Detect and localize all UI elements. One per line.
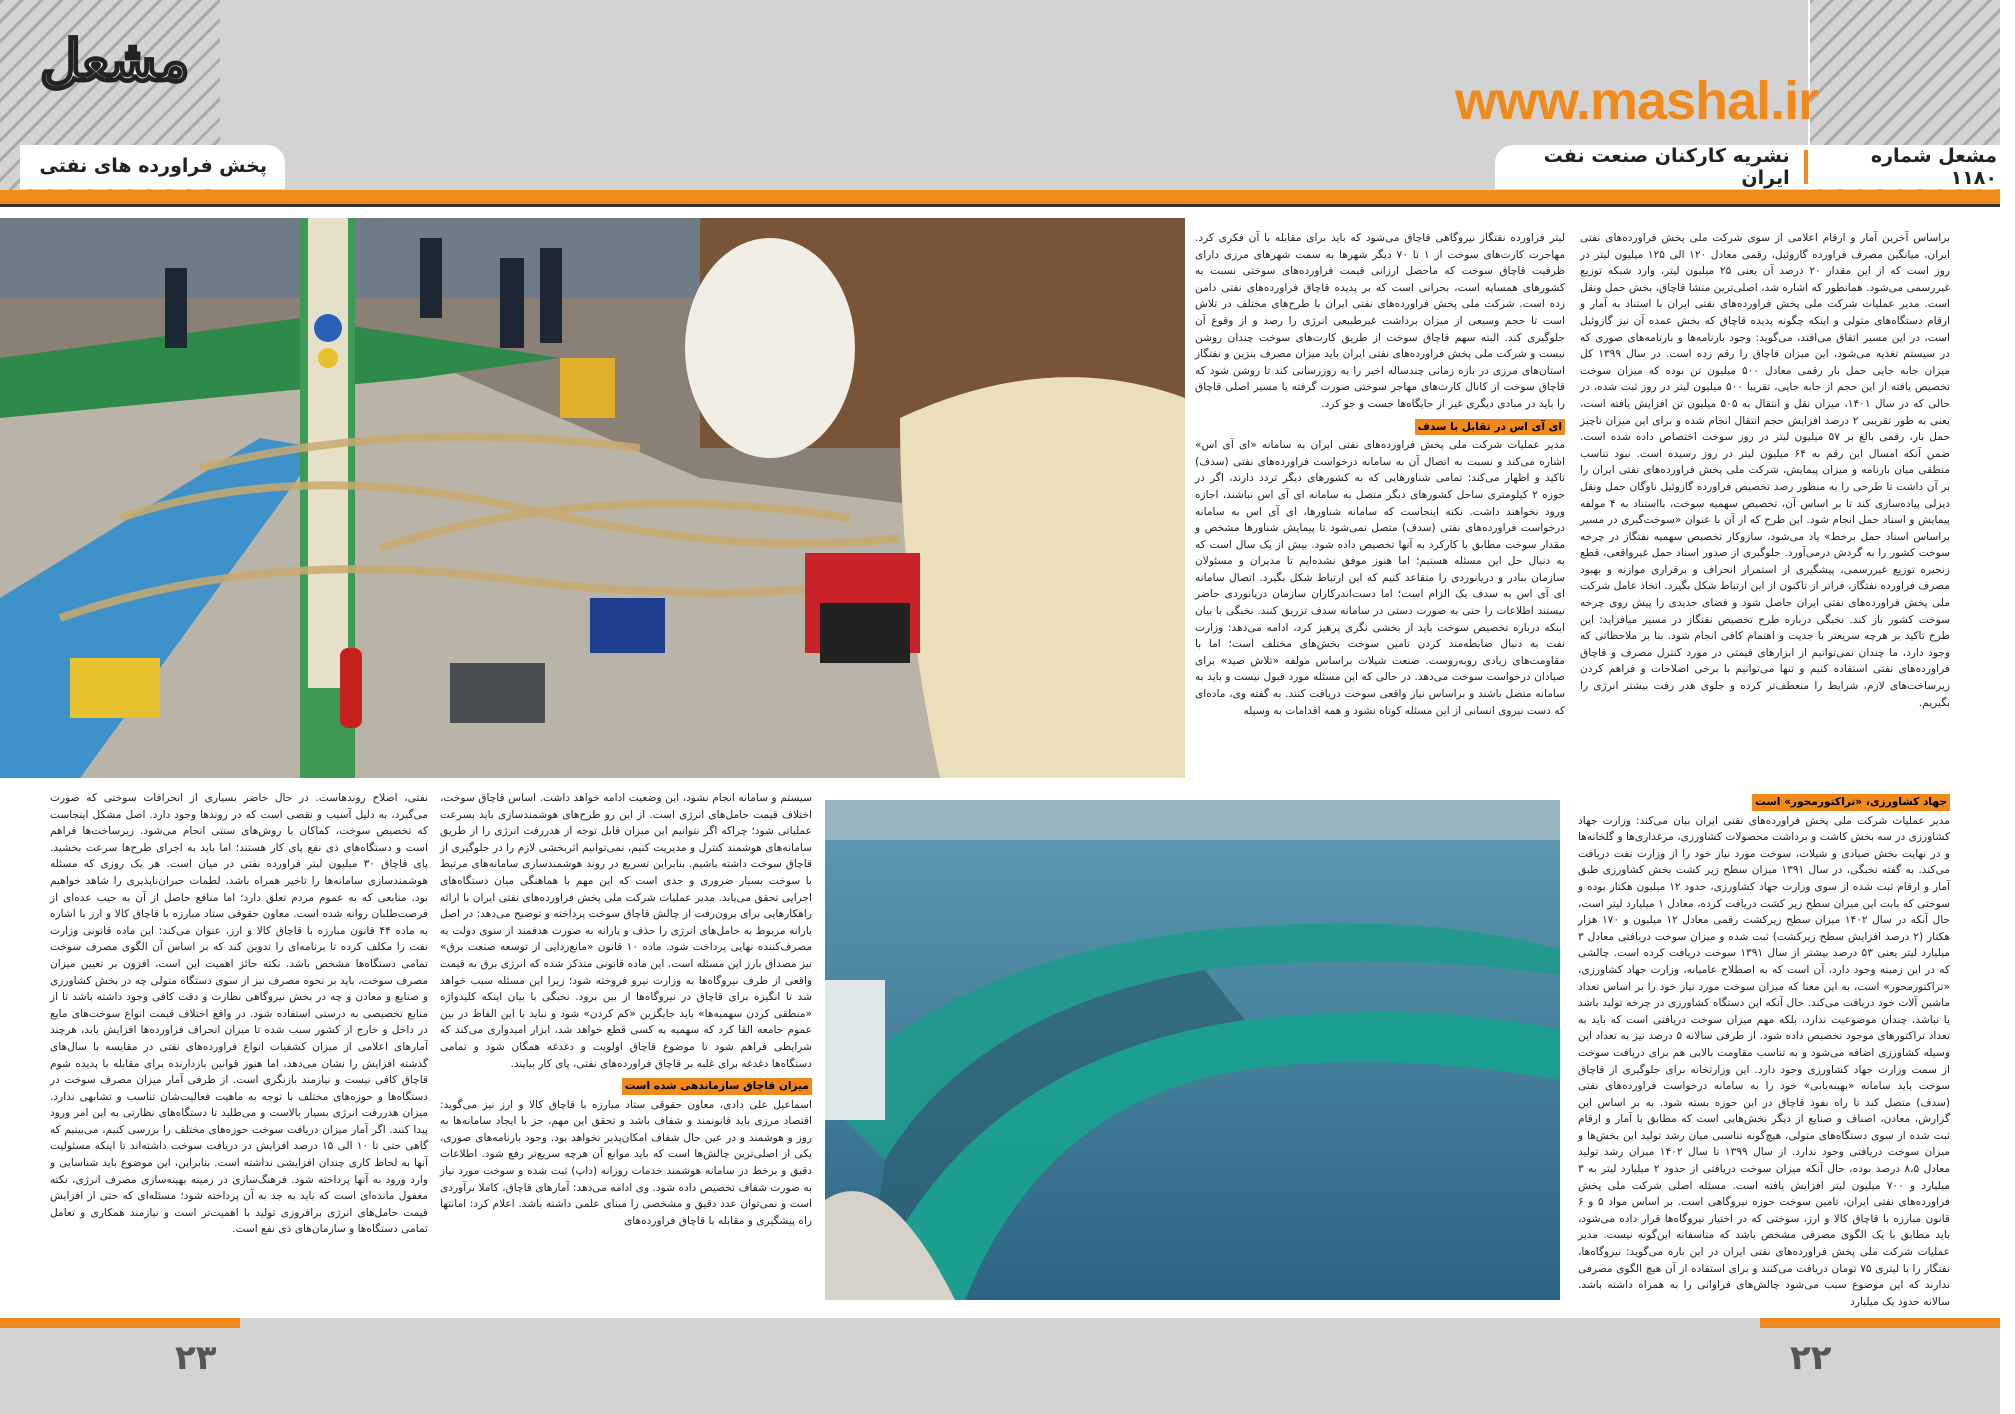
column-bottom-center [440, 790, 812, 1300]
issue-separator [1804, 150, 1808, 184]
section-title-tab [20, 145, 285, 189]
page-number-left: ۲۳ [175, 1338, 217, 1378]
paragraph-bottom-right: مدیر عملیات شرکت ملی پخش فراورده‌های نفتی ایران بیان می‌کند: وزارت جهاد کشاورزی در سه بخش کاشت و برداشت محصولات کشاورزی، مرغداری‌ها و گلخانه‌ها و در نهایت بخش صیادی و شیلات، سوخت مورد نیاز خود را از وزارت نفت دریافت می‌کند. به گفته نخبگی، در سال ۱۳۹۱ میزان سطح زیر کشت بخش کشاورزی طبق آمار و ارقام ثبت شده از سوی وزارت جهاد کشاورزی، حدود ۱۲ میلیون هکتار بوده و سوختی که بابت این میزان سطح زیر کشت دریافت کرده، معادل ۱ میلیارد لیتر است، حال آنکه در سال ۱۴۰۲ میزان سطح زیرکشت رقمی معادل ۱۲ میلیون و ۱۷۰ هزار هکتار (۲ درصد افزایش سطح زیرکشت) ثبت شده و میزان سوخت دریافتی معادل ۳ میلیارد لیتر یعنی ۵۳ درصد بیشتر از سال ۱۳۹۱ سوخت دریافت کرده است. چالشی که در این زمینه وجود دارد، آن است که به اصطلاح عامیانه، وزارت جهاد کشاورزی، «تراکتورمحور» است، به این معنا که میزان سوخت مورد نیاز خود را بر اساس تعداد ماشین آلات خود دریافت می‌کند. حال آنکه این دستگاه کشاورزی در چرخه تولید باشد یا نباشد، چندان موضوعیت ندارد، بلکه مهم میزان سوخت دریافتی است که باید به تعداد تراکتورهای موجود تخصیص داده شود. از طرفی سالانه ۵ درصد نیز به تعداد این وسیله کشاورزی اضافه می‌شود و به تناسب مقاومت بالایی هم برای دریافت سوخت از سمت وزارت جهاد کشاورزی وجود دارد. این وزارتخانه برای جلوگیری از قاچاق سوخت باید سامانه «بهینه‌یابی» خود را به سامانه درخواست فراورده‌های نفتی (سدف) متصل کند تا راه نفوذ قاچاق در این حوزه بسته شود. به بر اساس این گزارش، معادن، اصناف و صنایع از دیگر بخش‌هایی است که مطابق با آمار و ارقام ثبت شده از سوی دستگاه‌های متولی، هیچ‌گونه تناسبی میان رشد تولید این بخش‌ها و میزان سوخت دریافتی وجود ندارد. از سال ۱۳۹۹ تا سال ۱۴۰۲ میزان رشد تولید معادل ۸،۵ درصد بوده، حال آنکه میزان سوخت دریافتی از حدود ۲ میلیارد لیتر به ۳ میلیارد و ۷۰۰ میلیون لیتر افزایش یافته است. مسئله اصلی شرکت ملی پخش فراورده‌های نفتی ایران، تامین سوخت حوزه نیروگاهی است. بر اساس مواد ۵ و ۶ قانون مبارزه با قاچاق کالا و ارز، سوختی که در اختیار نیروگاه‌ها قرار داده می‌شود، باید مطابق با یک الگوی مصرفی مشخص باشد که متاسفانه این‌گونه نیست. مدیر عملیات شرکت ملی پخش فراورده‌های نفتی ایران در این باره می‌گوید: نیروگاه‌ها، نفتگاز را با لیتری ۷۵ تومان دریافت می‌کنند و برای استفاده از آن هیچ الگوی مصرفی ندارند که این موضوع سبب می‌شود چالش‌های فراوانی را به همراه داشته باشد. سالانه حدود یک میلیارد [1578, 814, 1951, 1308]
column-bottom-right [1578, 790, 1951, 1308]
column-bottom-left [50, 790, 428, 1300]
section-title: پخش فراورده های نفتی [39, 155, 267, 177]
paragraph-bottom-center-1: سیستم و سامانه انجام نشود، این وضعیت ادامه خواهد داشت. اساس قاچاق سوخت، اختلاف قیمت حامل‌های انرژی است. از این رو طرح‌های هوشمندسازی باید بسرعت عملیاتی شود؛ چراکه اگر نتوانیم این میزان قابل توجه از هدررفت انرژی را از طریق سامانه‌های هوشمند کنترل و مدیریت کنیم، نمی‌توانیم اثربخشی لازم را در جلوگیری از قاچاق سوخت داشته باشیم. بنابراین تسریع در روند هوشمندسازی سامانه‌های مرتبط با سوخت بسیار ضروری و جدی است که این مهم با هماهنگی میان دستگاه‌های اجرایی تحقق می‌یابد. مدیر عملیات شرکت ملی پخش فراورده‌های نفتی ایران با ارائه راهکارهایی برای برون‌رفت از چالش قاچاق سوخت پرداخته و توضیح می‌دهد: در اصل یارانه مربوط به حامل‌های انرژی را حذف و یارانه به صورت هدفمند از سوی دولت به مصرف‌کننده نهایی پرداخت شود. ماده ۱۰ قانون «مانع‌زدایی از توسعه صنعت برق» نیز مصداق بارز این مسئله است. این ماده قانونی متذکر شده که انرژی برق به قیمت واقعی از طرف نیروگاه‌ها به وزارت نیرو فروخته شود؛ زیرا این مسئله سبب خواهد شد تا انگیزه برای قاچاق در نیروگاه‌ها از بین برود. نخبگی با بیان اینکه کلیدواژه «منطقی کردن سهمیه‌ها» باید جایگزین «کم کردن» شود و نباید با این الفاظ در بین عموم جامعه القا کرد که سهمیه به کسی قطع خواهد شد، ابزار امیدواری می‌کند که شرایطی فراهم شود تا موضوع قاچاق اولویت و دغدغه همگان شود و تمامی دستگاه‌ها دغدغه برای غلبه بر قاچاق فراورده‌های نفتی، پای کار بیایند. [440, 792, 813, 1070]
photo-fish-farm-nets [825, 800, 1560, 1300]
site-url[interactable]: www.mashal.ir [1455, 71, 1819, 131]
header-dark-rule [0, 204, 2000, 207]
page-number-right: ۲۲ [1790, 1338, 1832, 1378]
footer-bar-right [1760, 1318, 2000, 1328]
subheading-agriculture: جهاد کشاورزی، «تراکتورمحور» است [1752, 794, 1950, 811]
subheading-ais: ای آی اس در تقابل با سدف [1415, 419, 1565, 436]
publication-name: نشریه کارکنان صنعت نفت ایران [1543, 145, 1790, 189]
paragraph-bottom-center-2: اسماعیل علی دادی، معاون حقوقی ستاد مبارزه با قاچاق کالا و ارز نیز می‌گوید: اقتصاد مرزی باید قانونمند و شفاف باشد و تحقق این مهم، جز با ایجاد سامانه‌ها به روز و هوشمند و در عین حال شفاف امکان‌پذیر نخواهد بود. وجود بارنامه‌های صوری، یکی از اصلی‌ترین چالش‌ها است که باید موانع آن هرچه سریع‌تر رفع شود. اطلاعات دقیق و برخط در سامانه هوشمند خدمات روزانه (داپ) ثبت شده و سوخت مورد نیاز به صورت شفاف تخصیص داده شود. وی ادامه می‌دهد: آمارهای قاچاق، کاملا برآوردی است و نمی‌توان عدد دقیق و مشخصی را مبنای علمی داشته باشد. اعلام کرد: امانتها راه پیشگیری و مقابله با قاچاق فراورده‌های [440, 1098, 812, 1227]
issue-number: مشعل شماره ۱۱۸۰ [1870, 145, 1997, 189]
paragraph-top-middle-1: لیتر فراورده نفتگاز نیروگاهی قاچاق می‌شود که باید برای مقابله با آن فکری کرد. مهاجرت کارت‌های سوخت از ۱ تا ۷۰ دیگر شهرها به سمت شهرهای مرزی دارای ظرفیت قاچاق سوخت که ماحصل ارزانی قیمت فراورده‌های سوختی نسبت به کشورهای همسایه است، بحرانی است که بر پدیده قاچاق فراورده‌های نفتی دامن زده است. شرکت ملی پخش فراورده‌های نفتی ایران با طرح‌های مختلف در تلاش است تا حجم وسیعی از میزان برداشت غیرطبیعی انرژی را رصد و از وقوع آن جلوگیری کند. البته سهم قاچاق سوخت از طریق کارت‌های سوخت چندان روشن نیست و شرکت ملی پخش فراورده‌های نفتی ایران باید میزان مصرف بنزین و نفتگاز استان‌های مرزی در بازه زمانی چندساله اخیر را به روزرسانی کند تا روشن شود که قاچاق سوخت از کانال کارت‌های مهاجر سوختی صورت گرفته یا مسیر اصلی قاچاق را باید در مبادی دیگری غیر از جایگاه‌ها جست و جو کرد. [1195, 232, 1565, 410]
paragraph-bottom-left: نفتی، اصلاح روندهاست. در حال حاضر بسیاری از انحرافات سوختی که صورت می‌گیرد، به دلیل آسیب و نقصی است که در روندها وجود دارد. اصل مشکل اینجاست که تخصیص سوخت، کماکان با روش‌های سنتی انجام می‌شود. زیرساخت‌ها فراهم است و دستگاه‌های ذی نفع پای کار هستند؛ اما باید به اجرای طرح‌ها سرعت بخشید. پای قاچاق ۳۰ میلیون لیتر فراورده نفتی در میان است. هر یک روزی که مسئله هوشمندسازی سامانه‌ها را تاخیر همراه باشد، لطمات جبران‌ناپذیری را شاهد خواهیم بود. منابعی که به عموم مردم تعلق دارد؛ اما منافع حاصل از آن به جیب عده‌ای از فرصت‌طلبان روانه شده است. معاون حقوقی ستاد مبارزه با قاچاق کالا و ارز با اشاره به ماده ۴۴ قانون مبارزه با قاچاق کالا و ارز، عنوان می‌کند: این ماده قانونی وزارت نفت را مکلف کرده تا برنامه‌ای را تدوین کند که بر اساس آن الگوی مصرف سوخت تمامی دستگاه‌ها مشخص باشد. نکته حائز اهمیت این است، افزون بر تعیین میزان مصرف سوخت، باید بر نحوه مصرف نیز از سوی دستگاه متولی چه در بخش کشاورزی و صنایع و معادن و چه در بخش نیروگاهی نظارت و دقت کافی وجود داشته باشد تا از منابع تخصیصی به درستی استفاده شود. در واقع اختلاف قیمت انواع سوخت‌های مایع در داخل و خارج از کشور سبب شده تا میزان انحراف فراورده‌ها افزایش یابد، هرچند آمارهای اعلامی از میزان کشفیات انواع فراورده‌های نفتی در مقایسه با سال‌های گذشته افزایش را نشان می‌دهد، اما هنوز قوانین بازدارنده برای مقابله با پدیده شوم قاچاق کافی نیست و نیازمند بازنگری است. از طرفی آمار میزان مصرف سوخت در دستگاه‌ها و حوزه‌های مختلف با توجه به ماهیت فعالیت‌شان تناسب و تشابهی ندارد. میزان هدررفت انرژی بسیار بالاست و می‌طلبد تا دستگاه‌های نظارتی به این امر ورود پیدا کنند. اگر آمار میزان دریافت سوخت حوزه‌های مختلف را بررسی کنیم، می‌بینیم که گاهی حتی تا ۱۰ الی ۱۵ درصد افزایش در دریافت سوخت داشته‌اند تا اینکه مسئولیت آنها به لحاظ کاری چندان افزایشی نداشته است. بنابراین، این موضوع باید شناسایی و وارد ورود به آنها پرداخته شود. فرهنگ‌سازی در زمینه بهینه‌سازی مصرف انرژی، نکته مغفول مانده‌ای است که باید به جد به آن پرداخته شود؛ مسئله‌ای که حتی از افزایش قیمت حامل‌های انرژی برافروزی تولید با اهمیت‌تر است و نیازمند همکاری و تعامل تمامی دستگاه‌ها و سازمان‌های ذی نفع است. [50, 792, 428, 1236]
subheading-organized-smuggling: میزان قاچاق سازماندهی شده است [622, 1078, 812, 1095]
column-top-middle [1195, 230, 1565, 775]
photo-fuel-smuggling-boat-image [0, 218, 1185, 778]
mashal-logo: مشعل [40, 28, 190, 94]
issue-tab [1495, 145, 2015, 189]
photo-fuel-smuggling-boat [0, 218, 1185, 778]
column-top-right [1580, 230, 1950, 775]
footer-bar-left [0, 1318, 240, 1328]
paragraph-top-right: براساس آخرین آمار و ارقام اعلامی از سوی شرکت ملی پخش فراورده‌های نفتی ایران، میانگین مصرف فراورده گازوئیل، رقمی معادل ۱۲۰ الی ۱۲۵ میلیون لیتر در روز است که از این مقدار ۲۰ درصد آن یعنی ۲۵ میلیون لیتر، وارد شبکه توزیع غیررسمی می‌شود. همانطور که اشاره شد، اصلی‌ترین منشا قاچاق، بخش حمل ونقل است. مدیر عملیات شرکت ملی پخش فراورده‌های نفتی ایران با استناد به آمار و ارقام دستگاه‌های متولی و اینکه چگونه پدیده قاچاق که بخش عمده آن نیز گازوئیل است، در این مسیر اتفاق می‌افتد، می‌گوید: وجود بارنامه‌ها و بارنامه‌های صوری که در سیستم تغذیه می‌شود، این میزان قاچاق را رقم زده است. در سال ۱۳۹۹ کل میزان جابه جایی حمل بار رقمی معادل ۵۰۰ میلیون تن بوده که میزان سوخت تخصیص یافته از این حجم از جابه جایی، تقریبا ۵۰۰ میلیون لیتر در روز ثبت شده، در حالی که در سال ۱۴۰۱، میزان نقل و انتقال به ۵۰۵ میلیون تن افزایش یافته است، یعنی به طور تقریبی ۲ درصد افزایش حجم انتقال انجام شده و برای این میزان ناچیز حمل بار، رقمی بالغ بر ۵۷ میلیون لیتر در روز سوخت اختصاص داده شده است. ضمن آنکه امسال این رقم به ۶۴ میلیون لیتر در روز رسیده است. نبود تناسب منطقی میان بارنامه و میزان پیمایش، شرکت ملی پخش فراورده‌های نفتی ایران را بر آن داشت تا طرحی را به منظور رصد تخصیص فراورده گازوئیل ناوگان حمل ونقل دیزلی پیاده‌سازی کند تا بر اساس آن، تخصیص سهمیه سوخت، بااستناد به ۴ مولفه پیمایش و اسناد حمل انجام شود. این طرح که از آن با عنوان «سوخت‌گیری در مسیر براساس اسناد حمل برخط» یاد می‌شود، سازوکار تخصیص سهمیه نفتگاز در چرخه سوخت کشور را به گردش درمی‌آورد. جلوگیری از صدور اسناد حمل غیرواقعی، قطع زنجیره توزیع غیررسمی، پیشگیری از استمرار انحراف و برقراری موازنه و بهبود مصرف فراورده نفتگاز، فراتر از تاکنون از این ارتباط شکل بگیرد. اتخاذ عامل شرکت ملی پخش فراورده‌های نفتی ایران حاصل شود و فضای جدیدی را پیش روی چرخه سوخت کشور باز کند. نخبگی درباره طرح تخصیص نفتگاز در مسیر میافزاید: این طرح تاکید بر هرچه سریعتر با جدیت و اهتمام کافی انجام شود. بنا بر ملاحظاتی که وجود دارد، ما چندان نمی‌توانیم از ابزارهای قیمتی در مورد کنترل مصرف و قاچاق فراورده‌های نفتی استفاده کنیم و تنها می‌توانیم با برخی اصلاحات و فراهم کردن زیرساخت‌های لازم، شرایط را منعطف‌تر کرده و جلوی هدر رفت بیشتر انرژی را بگیریم. [1580, 232, 1951, 709]
footer-band [0, 1318, 2000, 1414]
photo-fish-farm-nets-image [825, 800, 1560, 1300]
header-orange-rule [0, 190, 2000, 204]
paragraph-top-middle-2: مدیر عملیات شرکت ملی پخش فراورده‌های نفتی ایران به سامانه «ای آی اس» اشاره می‌کند و نسبت به اتصال آن به سامانه درخواست فراورده‌های نفتی (سدف) تاکید و اظهار می‌کند: تمامی شناورهایی که به کشورهای دیگر تردد دارند، اگر در حوزه ۲ کیلومتری ساحل کشورهای دیگر متصل به سامانه ای آی اس نباشند، اجازه ورود نخواهند داشت. نکته اینجاست که سامانه شناورها، ای آی اس به سامانه درخواست فراورده‌های نفتی (سدف) متصل نمی‌شود تا پیمایش شناورها مشخص و مقدار سوخت مطابق با کارکرد به آنها تخصیص داده شود. بیش از یک سال است که به دنبال حل این مسئله هستیم؛ اما هنوز موفق نشده‌ایم تا مدیران و مسئولان سازمان بنادر و دریانوردی را متقاعد کنیم که این ارتباط شکل بگیرد. اتصال سامانه ای آی اس به سدف یک الزام است؛ اما دست‌اندرکاران سازمان دریانوردی حاضر نیستند اطلاعات را حتی به صورت دستی در سامانه سدف تزریق کنند. نخبگی با بیان اینکه درباره تخصیص سوخت باید از بخشی نگری پرهیز کرد، ادامه می‌دهد: وزارت نفت به دنبال ضابطه‌مند کردن تامین سوخت بخش‌های مختلف است؛ اما با مقاومت‌های زیادی روبه‌روست. صنعت شیلات براساس مولفه «تلاش صید» برای صیادان درخواست سوخت می‌دهد. در حالی که این مسئله مورد قبول نیست و باید به سامانه متصل باشند و براساس نیاز واقعی سوخت دریافت کنند. به گفته وی، ماده‌ای که دست نیروی انسانی از این مسئله کوتاه نشود و همه اقدامات به وسیله [1195, 439, 1565, 717]
